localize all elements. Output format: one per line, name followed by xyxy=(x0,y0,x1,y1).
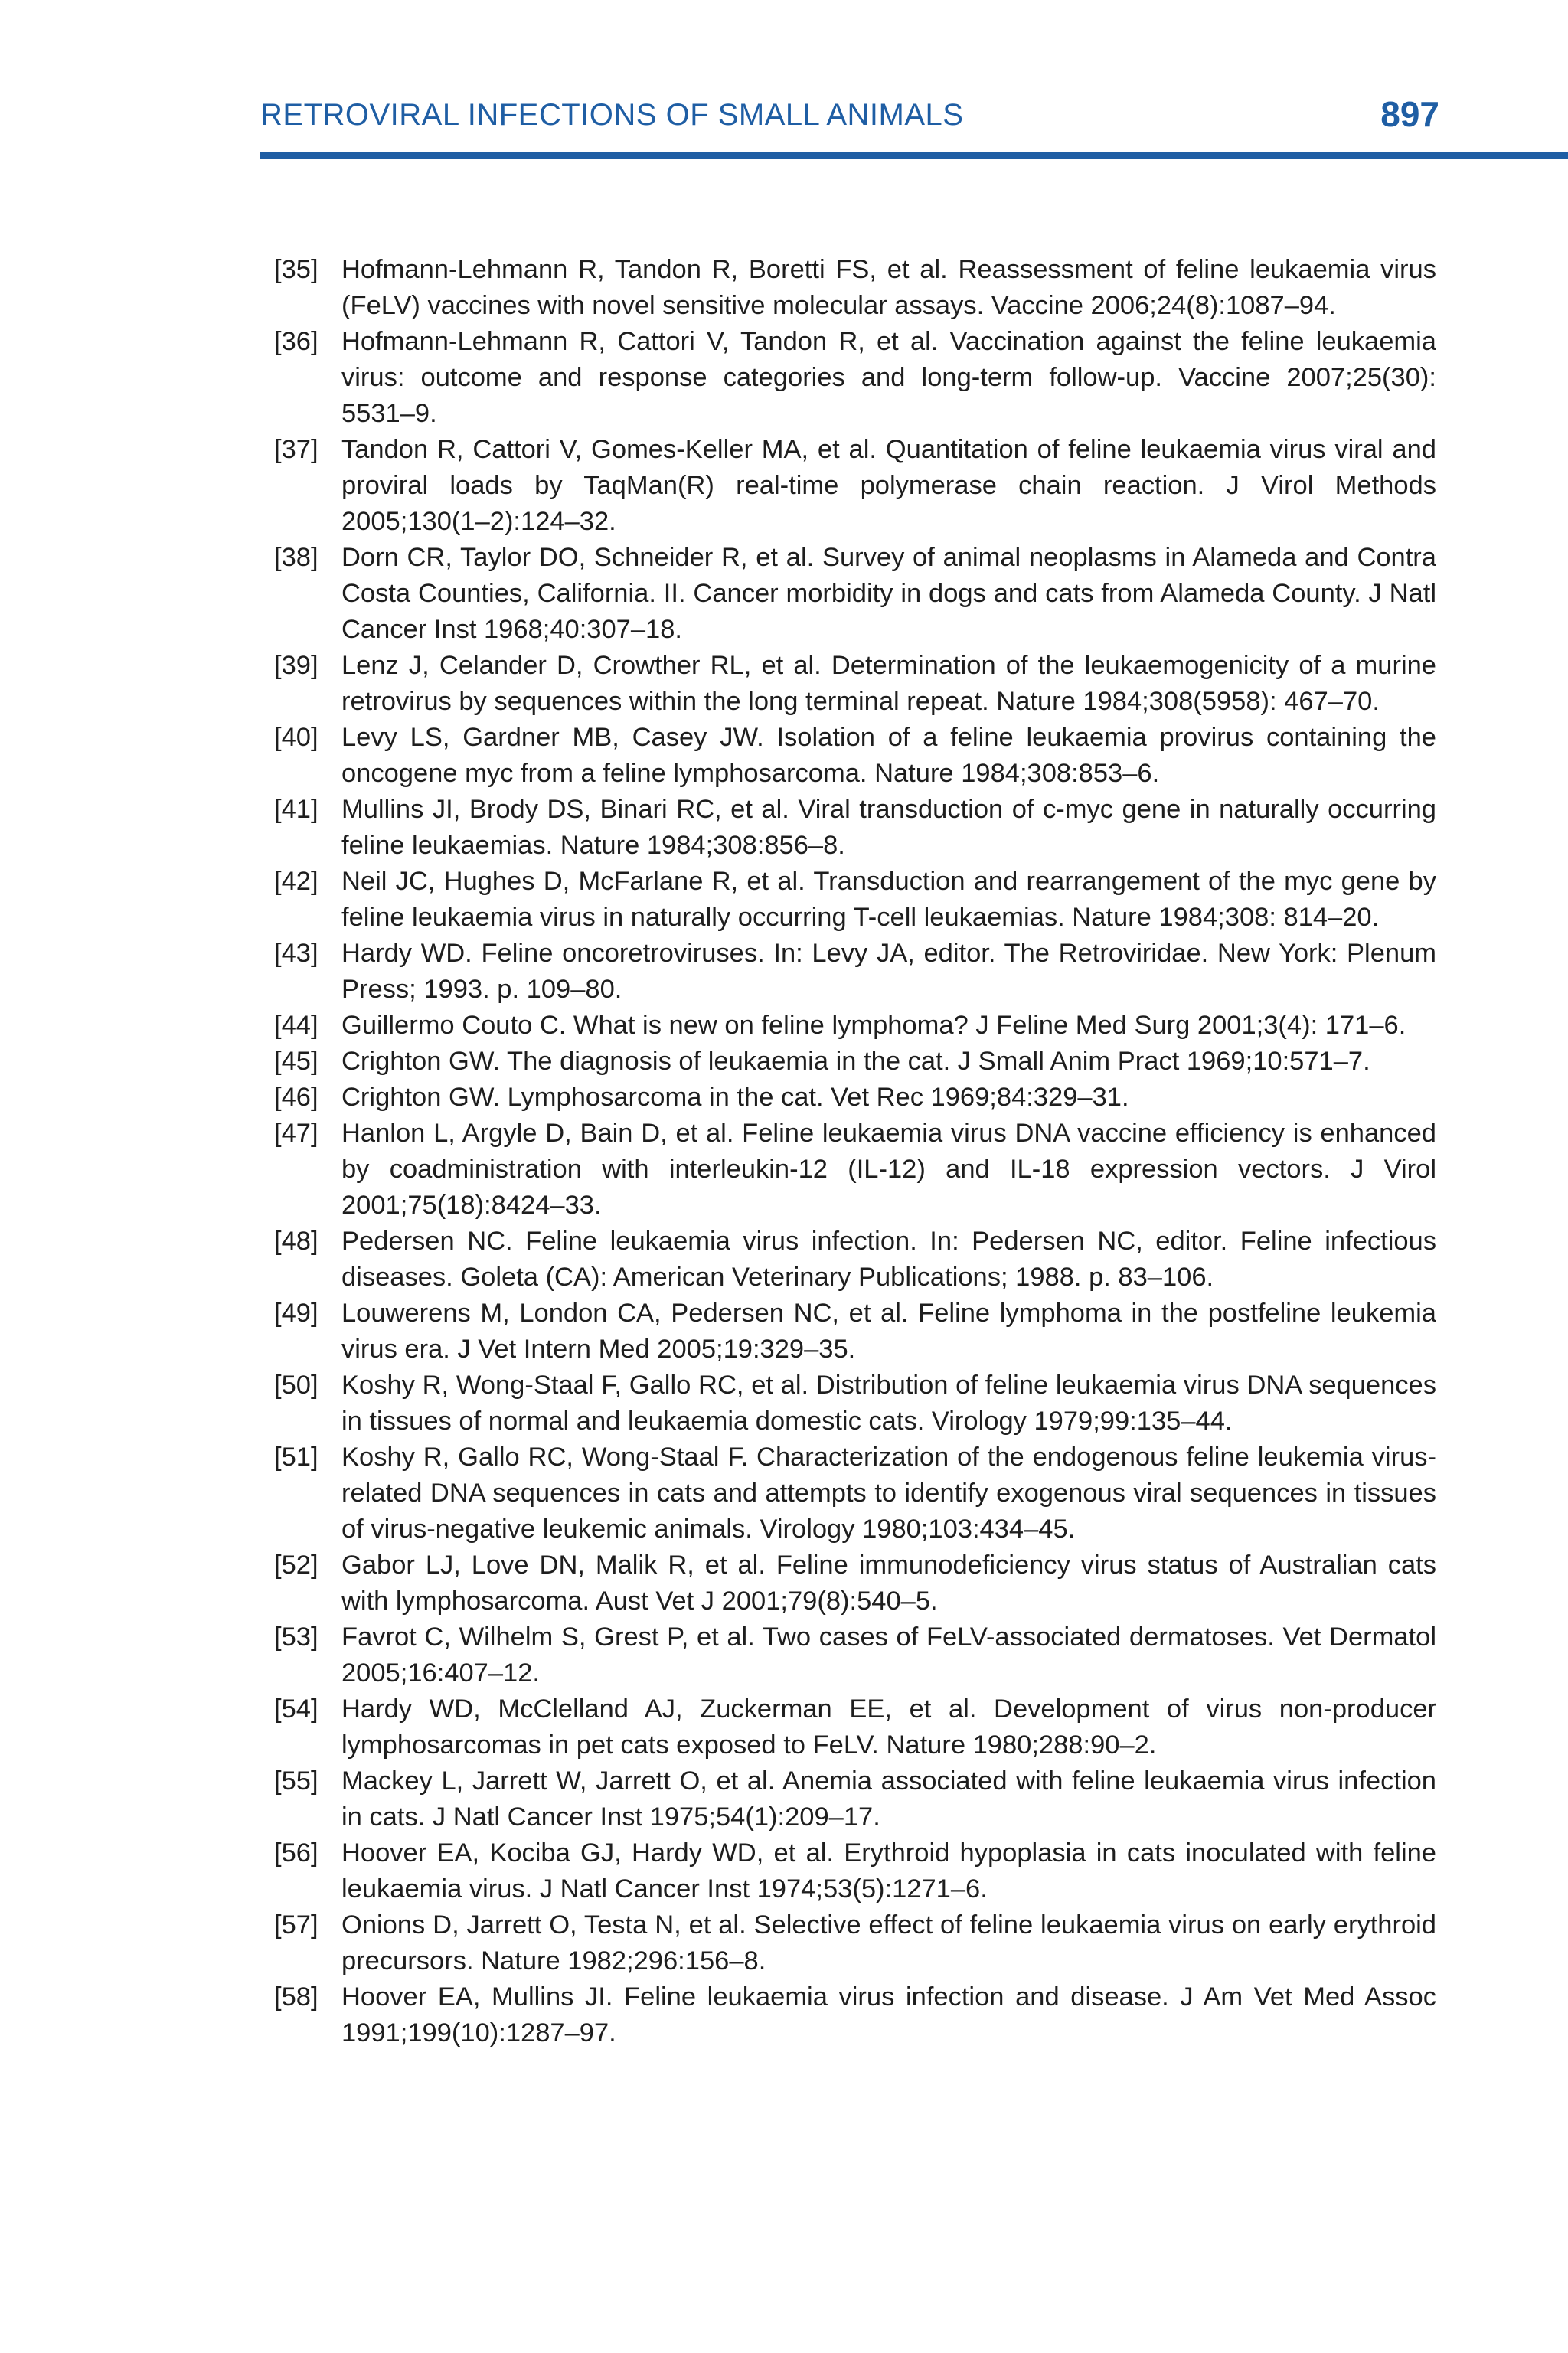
reference-item xyxy=(274,540,1436,648)
reference-text: Hoover EA, Kociba GJ, Hardy WD, et al. Erythroid hypoplasia in cats inoculated with feline leukaemia virus. J Natl Cancer Inst 1974;53(5):1271–6. xyxy=(341,1838,1436,1904)
reference-text: Hardy WD, McClelland AJ, Zuckerman EE, et al. Development of virus non-producer lymphosarcomas in pet cats exposed to FeLV. Nature 1980;288:90–2. xyxy=(341,1694,1436,1760)
reference-number: [54] xyxy=(274,1694,318,1724)
reference-item xyxy=(274,1547,1436,1619)
reference-text: Gabor LJ, Love DN, Malik R, et al. Feline immunodeficiency virus status of Australian cats with lymphosarcoma. Aust Vet J 2001;79(8):540–5. xyxy=(341,1551,1436,1616)
reference-text: Louwerens M, London CA, Pedersen NC, et al. Feline lymphoma in the postfeline leukemia virus era. J Vet Intern Med 2005;19:329–35. xyxy=(341,1299,1436,1364)
reference-list xyxy=(274,252,1436,2051)
reference-number: [47] xyxy=(274,1119,318,1148)
reference-text: Crighton GW. Lymphosarcoma in the cat. Vet Rec 1969;84:329–31. xyxy=(341,1083,1129,1112)
reference-item xyxy=(274,1008,1436,1044)
reference-text: Favrot C, Wilhelm S, Grest P, et al. Two cases of FeLV-associated dermatoses. Vet Dermatol 2005;16:407–12. xyxy=(341,1623,1436,1688)
reference-text: Koshy R, Gallo RC, Wong-Staal F. Characterization of the endogenous feline leukemia virus-related DNA sequences in cats and attempts to identify exogenous viral sequences in tissues of virus-negative leukemic animals. Virology 1980;103:434–45. xyxy=(341,1443,1436,1544)
reference-item xyxy=(274,1979,1436,2051)
reference-item xyxy=(274,1044,1436,1080)
reference-number: [46] xyxy=(274,1083,318,1112)
reference-text: Hofmann-Lehmann R, Tandon R, Boretti FS, et al. Reassessment of feline leukaemia virus (FeLV) vaccines with novel sensitive molecular assays. Vaccine 2006;24(8):1087–94. xyxy=(341,255,1436,320)
reference-text: Crighton GW. The diagnosis of leukaemia in the cat. J Small Anim Pract 1969;10:571–7. xyxy=(341,1047,1370,1076)
reference-number: [50] xyxy=(274,1371,318,1400)
reference-item xyxy=(274,1080,1436,1116)
reference-number: [55] xyxy=(274,1766,318,1796)
reference-text: Mullins JI, Brody DS, Binari RC, et al. Viral transduction of c-myc gene in naturally occurring feline leukaemias. Nature 1984;308:856–8. xyxy=(341,795,1436,860)
page-number: 897 xyxy=(1380,94,1439,134)
reference-number: [43] xyxy=(274,939,318,968)
reference-number: [52] xyxy=(274,1551,318,1580)
reference-text: Guillermo Couto C. What is new on feline lymphoma? J Feline Med Surg 2001;3(4): 171–6. xyxy=(341,1011,1406,1040)
reference-item xyxy=(274,1296,1436,1368)
reference-item xyxy=(274,432,1436,540)
reference-text: Hofmann-Lehmann R, Cattori V, Tandon R, et al. Vaccination against the feline leukaemia virus: outcome and response categories and long-term follow-up. Vaccine 2007;25(30): 5531–9. xyxy=(341,327,1436,428)
reference-text: Pedersen NC. Feline leukaemia virus infection. In: Pedersen NC, editor. Feline infectious diseases. Goleta (CA): American Veterinary Publications; 1988. p. 83–106. xyxy=(341,1227,1436,1292)
reference-item xyxy=(274,1691,1436,1763)
reference-text: Tandon R, Cattori V, Gomes-Keller MA, et al. Quantitation of feline leukaemia virus viral and proviral loads by TaqMan(R) real-time polymerase chain reaction. J Virol Methods 2005;130(1–2):124–32. xyxy=(341,435,1436,536)
reference-number: [39] xyxy=(274,651,318,680)
reference-item xyxy=(274,252,1436,324)
reference-item xyxy=(274,1835,1436,1907)
reference-number: [44] xyxy=(274,1011,318,1040)
reference-number: [48] xyxy=(274,1227,318,1256)
reference-number: [58] xyxy=(274,1982,318,2011)
reference-text: Onions D, Jarrett O, Testa N, et al. Selective effect of feline leukaemia virus on early erythroid precursors. Nature 1982;296:156–8. xyxy=(341,1910,1436,1976)
reference-number: [45] xyxy=(274,1047,318,1076)
reference-number: [37] xyxy=(274,435,318,464)
reference-text: Dorn CR, Taylor DO, Schneider R, et al. Survey of animal neoplasms in Alameda and Contra Costa Counties, California. II. Cancer morbidity in dogs and cats from Alameda County. J Natl Cancer Inst 1968;40:307–18. xyxy=(341,543,1436,644)
reference-item xyxy=(274,1763,1436,1835)
reference-number: [38] xyxy=(274,543,318,572)
header-rule xyxy=(260,152,1568,159)
reference-text: Hardy WD. Feline oncoretroviruses. In: Levy JA, editor. The Retroviridae. New York: Plenum Press; 1993. p. 109–80. xyxy=(341,939,1436,1004)
reference-item xyxy=(274,720,1436,792)
reference-item xyxy=(274,864,1436,936)
reference-text: Levy LS, Gardner MB, Casey JW. Isolation of a feline leukaemia provirus containing the oncogene myc from a feline lymphosarcoma. Nature 1984;308:853–6. xyxy=(341,723,1436,788)
reference-item xyxy=(274,1619,1436,1691)
reference-number: [49] xyxy=(274,1299,318,1328)
reference-number: [40] xyxy=(274,723,318,752)
reference-item xyxy=(274,1440,1436,1547)
reference-number: [35] xyxy=(274,255,318,284)
reference-item xyxy=(274,1907,1436,1979)
reference-item xyxy=(274,1224,1436,1296)
reference-item xyxy=(274,936,1436,1008)
reference-number: [57] xyxy=(274,1910,318,1940)
reference-item xyxy=(274,1368,1436,1440)
reference-number: [41] xyxy=(274,795,318,824)
running-head xyxy=(260,94,1439,147)
reference-number: [53] xyxy=(274,1623,318,1652)
reference-text: Hoover EA, Mullins JI. Feline leukaemia virus infection and disease. J Am Vet Med Assoc 1991;199(10):1287–97. xyxy=(341,1982,1436,2047)
reference-number: [36] xyxy=(274,327,318,356)
reference-text: Koshy R, Wong-Staal F, Gallo RC, et al. Distribution of feline leukaemia virus DNA sequences in tissues of normal and leukaemia domestic cats. Virology 1979;99:135–44. xyxy=(341,1371,1436,1436)
reference-item xyxy=(274,648,1436,720)
reference-text: Hanlon L, Argyle D, Bain D, et al. Feline leukaemia virus DNA vaccine efficiency is enhanced by coadministration with interleukin-12 (IL-12) and IL-18 expression vectors. J Virol 2001;75(18):8424–33. xyxy=(341,1119,1436,1220)
reference-number: [56] xyxy=(274,1838,318,1868)
reference-text: Neil JC, Hughes D, McFarlane R, et al. Transduction and rearrangement of the myc gene by feline leukaemia virus in naturally occurring T-cell leukaemias. Nature 1984;308: 814–20. xyxy=(341,867,1436,932)
reference-text: Lenz J, Celander D, Crowther RL, et al. Determination of the leukaemogenicity of a murine retrovirus by sequences within the long terminal repeat. Nature 1984;308(5958): 467–70. xyxy=(341,651,1436,716)
reference-number: [51] xyxy=(274,1443,318,1472)
reference-item xyxy=(274,324,1436,432)
reference-text: Mackey L, Jarrett W, Jarrett O, et al. Anemia associated with feline leukaemia virus infection in cats. J Natl Cancer Inst 1975;54(1):209–17. xyxy=(341,1766,1436,1832)
reference-number: [42] xyxy=(274,867,318,896)
journal-title: RETROVIRAL INFECTIONS OF SMALL ANIMALS xyxy=(260,98,964,132)
reference-item xyxy=(274,792,1436,864)
reference-item xyxy=(274,1116,1436,1224)
